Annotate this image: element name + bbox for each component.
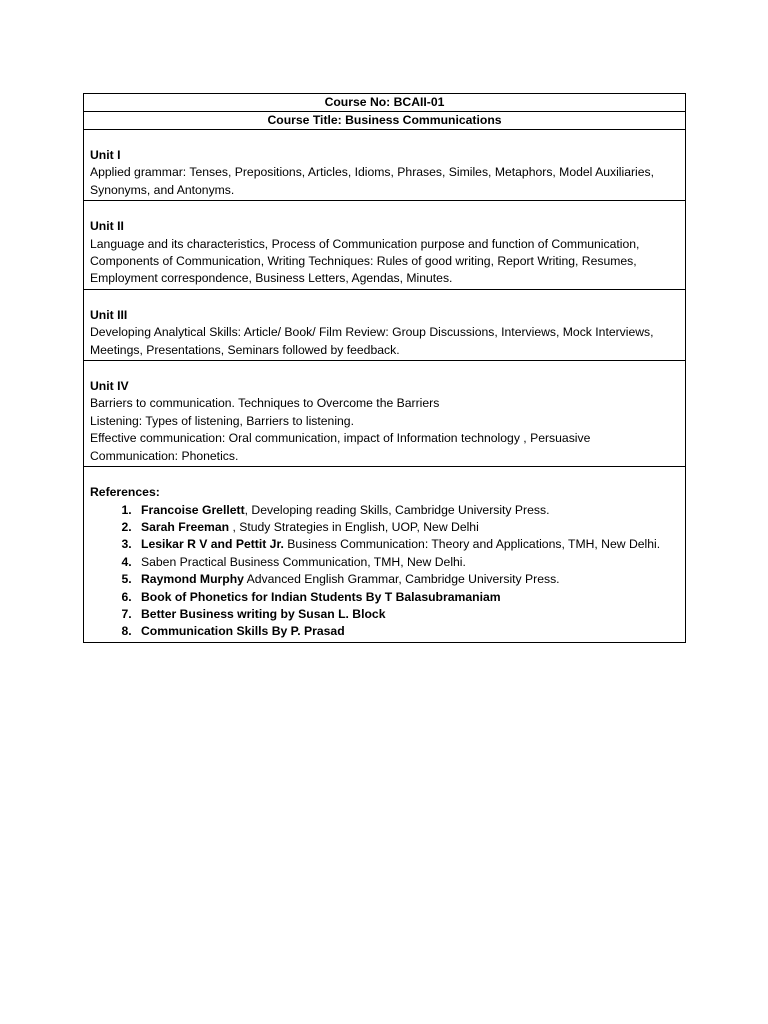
reference-author: Book of Phonetics for Indian Students By T Balasubramaniam [141,589,501,604]
course-number-row [84,94,686,112]
reference-item [135,554,679,571]
unit-4-text-3: Effective communication: Oral communication, impact of Information technology , Persuasive Communication: Phonetics. [90,431,591,463]
unit-2-cell [84,201,686,290]
unit-1-title: Unit I [90,148,121,162]
unit-1-text: Applied grammar: Tenses, Prepositions, Articles, Idioms, Phrases, Similes, Metaphors, Model Auxiliaries, Synonyms, and Antonyms. [90,165,655,197]
reference-author: Sarah Freeman [141,519,230,534]
reference-item [135,589,679,606]
unit-1-row [84,130,686,201]
course-title-row [84,112,686,130]
unit-4-text-1: Barriers to communication. Techniques to Overcome the Barriers [90,396,440,411]
reference-item [135,571,679,588]
unit-3-cell [84,289,686,360]
course-title: Course Title: Business Communications [84,112,686,130]
unit-4-cell [84,361,686,467]
references-row [84,467,686,643]
reference-item [135,502,679,519]
reference-author: Communication Skills By P. Prasad [141,624,345,639]
unit-4-text-2: Listening: Types of listening, Barriers to listening. [90,413,354,428]
reference-author: Raymond Murphy [141,572,244,587]
reference-item [135,519,679,536]
unit-1-cell [84,130,686,201]
reference-detail: Saben Practical Business Communication, TMH, New Delhi. [141,554,466,569]
reference-detail: , Developing reading Skills, Cambridge University Press. [244,502,550,517]
unit-3-title: Unit III [90,307,128,322]
unit-2-text: Language and its characteristics, Process of Communication purpose and function of Communication, Components of Communication, Writing Techniques: Rules of good writing, Report Writing, Resumes, Employment correspondence, Business Letters, Agendas, Minutes. [90,236,640,286]
references-title: References: [90,485,160,500]
references-list [90,502,679,641]
reference-item [135,623,679,640]
syllabus-table [83,93,686,643]
unit-2-row [84,201,686,290]
reference-item [135,606,679,623]
unit-2-title: Unit II [90,219,124,234]
reference-author: Francoise Grellett [141,502,245,517]
course-number: Course No: BCAII-01 [84,94,686,112]
reference-detail: , Study Strategies in English, UOP, New Delhi [229,519,479,534]
reference-detail: Advanced English Grammar, Cambridge University Press. [243,572,560,587]
unit-4-row [84,361,686,467]
reference-author: Better Business writing by Susan L. Block [141,606,386,621]
reference-detail: Business Communication: Theory and Applications, TMH, New Delhi. [283,537,661,552]
unit-4-title: Unit IV [90,379,129,394]
reference-item [135,536,679,553]
reference-author: Lesikar R V and Pettit Jr. [141,537,284,552]
unit-3-text: Developing Analytical Skills: Article/ Book/ Film Review: Group Discussions, Interviews, Mock Interviews, Meetings, Presentations, Seminars followed by feedback. [90,325,654,357]
unit-3-row [84,289,686,360]
references-cell [84,467,686,643]
